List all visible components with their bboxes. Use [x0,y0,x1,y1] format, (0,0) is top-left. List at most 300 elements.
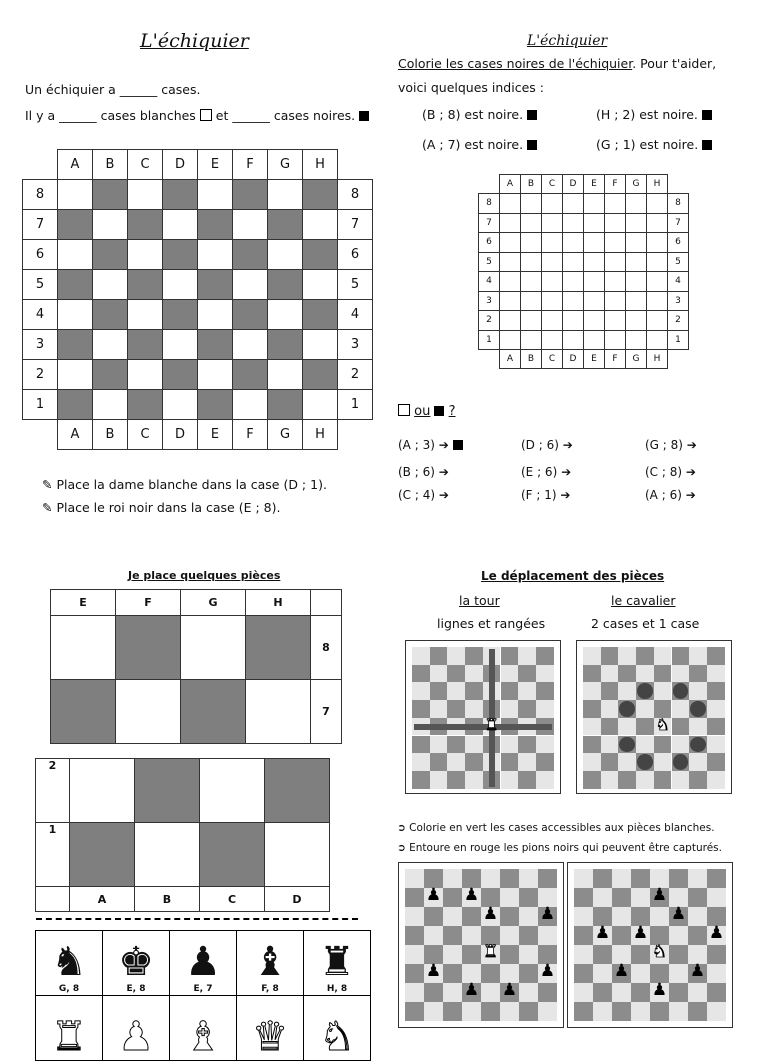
capture-exercise-board-1[interactable] [398,862,564,1028]
main-square-g1[interactable] [268,390,303,420]
mini-square[interactable] [443,1002,462,1021]
mini-square[interactable] [405,945,424,964]
mini-square[interactable] [519,869,538,888]
square-h7[interactable] [246,680,311,744]
coloring-square-b7[interactable] [521,213,542,233]
white-knight-icon: ♞ [319,1014,355,1060]
rank-label-left: 6 [479,233,500,253]
file-label-bottom: H [647,350,668,369]
square-b2[interactable] [135,759,200,823]
mini-square[interactable] [669,983,688,1002]
mini-square [707,771,725,789]
main-square-h6[interactable] [303,240,338,270]
rank-label-right: 1 [668,330,689,350]
main-square-d6[interactable] [163,240,198,270]
mini-square[interactable] [481,1002,500,1021]
coloring-square-f4[interactable] [605,272,626,292]
piece-black-king[interactable] [103,931,170,996]
main-square-g7[interactable] [268,210,303,240]
quiz-e6: (E ; 6) ➔ [521,465,572,479]
mini-square [601,647,619,665]
main-square-g4[interactable] [268,300,303,330]
mini-square[interactable] [631,945,650,964]
coloring-square-a6[interactable] [500,233,521,253]
main-square-g8[interactable] [268,180,303,210]
mini-square[interactable] [500,888,519,907]
knight-target-dot [619,701,635,717]
mini-square[interactable] [519,983,538,1002]
mini-square[interactable] [612,869,631,888]
square-h8[interactable] [246,616,311,680]
coloring-square-h2[interactable] [647,311,668,331]
coloring-square-f6[interactable] [605,233,626,253]
mini-square[interactable] [500,945,519,964]
mini-square[interactable] [669,869,688,888]
mini-square[interactable] [443,945,462,964]
mini-square[interactable] [612,888,631,907]
mini-square[interactable] [519,888,538,907]
main-square-g6[interactable] [268,240,303,270]
mini-square[interactable] [593,945,612,964]
main-square-d8[interactable] [163,180,198,210]
main-square-f2[interactable] [233,360,268,390]
mini-square [447,753,465,771]
rook-move-diagram [405,640,561,794]
main-square-c5[interactable] [128,270,163,300]
coloring-square-g7[interactable] [626,213,647,233]
quiz-c8: (C ; 8) ➔ [645,465,696,479]
main-square-d1[interactable] [163,390,198,420]
mini-square [465,682,483,700]
mini-square[interactable] [500,869,519,888]
mini-square[interactable] [612,1002,631,1021]
mini-square [412,736,430,754]
mini-square[interactable] [574,945,593,964]
piece-white-bishop[interactable] [170,996,237,1061]
intro-line [398,56,716,71]
square-g8[interactable] [181,616,246,680]
main-square-c2[interactable] [128,360,163,390]
main-square-h1[interactable] [303,390,338,420]
quiz-d6: (D ; 6) ➔ [521,438,573,452]
mini-square [672,736,690,754]
mini-square[interactable] [707,964,726,983]
main-square-h4[interactable] [303,300,338,330]
main-square-b3[interactable] [93,330,128,360]
file-label-top: E [584,175,605,194]
coloring-square-h3[interactable] [647,291,668,311]
main-square-c7[interactable] [128,210,163,240]
main-square-b4[interactable] [93,300,128,330]
coloring-square-g6[interactable] [626,233,647,253]
hint-g1-text: (G ; 1) est noire. [596,137,699,152]
black-square-icon [702,110,712,120]
main-square-a6[interactable] [58,240,93,270]
mini-square[interactable] [519,1002,538,1021]
piece-black-knight[interactable] [36,931,103,996]
square-a1[interactable] [70,823,135,887]
black-square-icon [359,111,369,121]
coloring-square-g2[interactable] [626,311,647,331]
hint-g1 [596,137,712,152]
square-c1[interactable] [200,823,265,887]
mini-square[interactable] [519,945,538,964]
mini-square [689,771,707,789]
mini-square[interactable] [593,888,612,907]
main-square-c6[interactable] [128,240,163,270]
coloring-square-a2[interactable] [500,311,521,331]
coloring-square-e5[interactable] [584,252,605,272]
mini-square[interactable] [574,907,593,926]
coloring-square-b3[interactable] [521,291,542,311]
mini-square [672,700,690,718]
mini-square[interactable] [707,869,726,888]
mini-square[interactable] [538,1002,557,1021]
main-square-f5[interactable] [233,270,268,300]
main-square-d2[interactable] [163,360,198,390]
piece-black-rook[interactable] [304,931,371,996]
mini-square[interactable] [405,888,424,907]
mini-square[interactable] [481,983,500,1002]
coloring-square-h5[interactable] [647,252,668,272]
coloring-square-h8[interactable] [647,194,668,214]
main-square-c8[interactable] [128,180,163,210]
mini-square[interactable] [500,926,519,945]
mini-square[interactable] [574,888,593,907]
coloring-square-e1[interactable] [584,330,605,350]
main-square-a2[interactable] [58,360,93,390]
mini-square[interactable] [631,964,650,983]
coloring-square-e3[interactable] [584,291,605,311]
mini-square[interactable] [500,907,519,926]
main-square-f3[interactable] [233,330,268,360]
mini-square[interactable] [424,1002,443,1021]
mini-square[interactable] [405,907,424,926]
piece-black-pawn[interactable] [170,931,237,996]
main-square-c4[interactable] [128,300,163,330]
mini-square[interactable] [688,983,707,1002]
mini-square[interactable] [443,983,462,1002]
coloring-square-a5[interactable] [500,252,521,272]
mini-square[interactable] [481,964,500,983]
mini-square[interactable] [669,945,688,964]
coloring-square-b4[interactable] [521,272,542,292]
place-pieces-title: Je place quelques pièces [128,569,281,582]
mini-square[interactable] [405,964,424,983]
mini-square[interactable] [707,1002,726,1021]
coloring-square-b5[interactable] [521,252,542,272]
mini-square [447,665,465,683]
mini-square[interactable] [669,1002,688,1021]
mini-square[interactable] [519,964,538,983]
mini-square [412,682,430,700]
mini-square[interactable] [631,1002,650,1021]
square-e7[interactable] [51,680,116,744]
main-square-e4[interactable] [198,300,233,330]
main-square-c1[interactable] [128,390,163,420]
coloring-square-f7[interactable] [605,213,626,233]
square-b1[interactable] [135,823,200,887]
main-square-h5[interactable] [303,270,338,300]
rank-label-left: 2 [479,311,500,331]
coloring-square-e2[interactable] [584,311,605,331]
mini-square [707,753,725,771]
coloring-square-d7[interactable] [563,213,584,233]
main-square-a4[interactable] [58,300,93,330]
white-square-icon [200,109,212,121]
mini-square[interactable] [443,869,462,888]
coloring-square-b1[interactable] [521,330,542,350]
main-square-e6[interactable] [198,240,233,270]
main-square-d5[interactable] [163,270,198,300]
main-square-d4[interactable] [163,300,198,330]
coloring-square-h1[interactable] [647,330,668,350]
main-square-f4[interactable] [233,300,268,330]
coloring-square-c5[interactable] [542,252,563,272]
main-square-f8[interactable] [233,180,268,210]
main-square-h8[interactable] [303,180,338,210]
mini-square[interactable] [707,983,726,1002]
main-square-f1[interactable] [233,390,268,420]
coloring-square-h6[interactable] [647,233,668,253]
coloring-square-c6[interactable] [542,233,563,253]
mini-square[interactable] [538,983,557,1002]
main-square-b7[interactable] [93,210,128,240]
black-square-icon [527,110,537,120]
coloring-square-a3[interactable] [500,291,521,311]
mini-square[interactable] [405,983,424,1002]
coloring-square-e8[interactable] [584,194,605,214]
file-label-top: D [163,150,198,180]
mini-square[interactable] [650,907,669,926]
mini-square[interactable] [612,907,631,926]
main-square-f6[interactable] [233,240,268,270]
mini-square[interactable] [574,1002,593,1021]
mini-square[interactable] [500,1002,519,1021]
main-square-b2[interactable] [93,360,128,390]
mini-square[interactable] [443,907,462,926]
mini-square[interactable] [538,926,557,945]
mini-square[interactable] [424,926,443,945]
coloring-square-d2[interactable] [563,311,584,331]
coloring-square-g8[interactable] [626,194,647,214]
mini-square[interactable] [405,926,424,945]
main-square-e1[interactable] [198,390,233,420]
coloring-square-e6[interactable] [584,233,605,253]
mini-square[interactable] [593,983,612,1002]
mini-square[interactable] [462,1002,481,1021]
mini-square[interactable] [519,907,538,926]
black-square-icon [527,140,537,150]
coloring-square-e4[interactable] [584,272,605,292]
mini-square[interactable] [593,1002,612,1021]
mini-square [536,771,554,789]
piece-white-rook[interactable] [36,996,103,1061]
coloring-square-f5[interactable] [605,252,626,272]
black-square-icon [434,406,444,416]
mini-square[interactable] [669,926,688,945]
coloring-square-d1[interactable] [563,330,584,350]
coloring-board[interactable] [478,174,689,369]
mini-square[interactable] [612,926,631,945]
mini-square[interactable] [688,1002,707,1021]
coloring-square-d5[interactable] [563,252,584,272]
mini-square[interactable] [593,964,612,983]
main-square-c3[interactable] [128,330,163,360]
piece-black-bishop[interactable] [237,931,304,996]
mini-square[interactable] [462,926,481,945]
square-d2[interactable] [265,759,330,823]
square-g7[interactable] [181,680,246,744]
mini-square[interactable] [462,945,481,964]
mini-square [707,736,725,754]
coloring-square-a1[interactable] [500,330,521,350]
main-square-g5[interactable] [268,270,303,300]
mini-square[interactable] [631,983,650,1002]
mini-square[interactable] [538,869,557,888]
coloring-square-e7[interactable] [584,213,605,233]
mini-square[interactable] [593,869,612,888]
coloring-square-c2[interactable] [542,311,563,331]
file-label-top: G [626,175,647,194]
file-label: B [135,887,200,912]
mini-square [618,665,636,683]
square-d1[interactable] [265,823,330,887]
mini-square[interactable] [443,888,462,907]
mini-square[interactable] [405,1002,424,1021]
rank-label-right: 8 [338,180,373,210]
mini-square[interactable] [574,964,593,983]
mini-square [465,736,483,754]
mini-square[interactable] [688,926,707,945]
mini-square [601,771,619,789]
main-square-d7[interactable] [163,210,198,240]
mini-square[interactable] [519,926,538,945]
coloring-square-f3[interactable] [605,291,626,311]
coloring-square-d4[interactable] [563,272,584,292]
mini-square [636,647,654,665]
rank-label-left: 4 [479,272,500,292]
mini-square[interactable] [462,907,481,926]
coloring-square-b6[interactable] [521,233,542,253]
mini-square[interactable] [688,907,707,926]
mini-square[interactable] [424,907,443,926]
main-square-e3[interactable] [198,330,233,360]
main-square-b8[interactable] [93,180,128,210]
main-square-e5[interactable] [198,270,233,300]
piece-white-pawn[interactable] [103,996,170,1061]
mini-square [689,682,707,700]
knight-target-dot [690,701,706,717]
capture-exercise-board-2[interactable] [567,862,733,1028]
mini-square[interactable] [481,869,500,888]
coloring-square-d8[interactable] [563,194,584,214]
main-square-e2[interactable] [198,360,233,390]
mini-square[interactable] [707,945,726,964]
mini-square[interactable] [443,926,462,945]
main-square-h2[interactable] [303,360,338,390]
mini-square[interactable] [669,964,688,983]
mini-square[interactable] [707,888,726,907]
main-square-g3[interactable] [268,330,303,360]
rank-label-right: 2 [668,311,689,331]
square-f8[interactable] [116,616,181,680]
coloring-square-d3[interactable] [563,291,584,311]
coloring-square-g1[interactable] [626,330,647,350]
file-label: C [200,887,265,912]
mini-square[interactable] [612,983,631,1002]
mini-square[interactable] [574,869,593,888]
main-square-a8[interactable] [58,180,93,210]
coloring-square-d6[interactable] [563,233,584,253]
main-square-a1[interactable] [58,390,93,420]
coloring-square-a4[interactable] [500,272,521,292]
mini-square[interactable] [424,983,443,1002]
coloring-square-g4[interactable] [626,272,647,292]
coloring-square-g5[interactable] [626,252,647,272]
mini-square[interactable] [631,869,650,888]
coloring-square-g3[interactable] [626,291,647,311]
main-square-e7[interactable] [198,210,233,240]
piece-white-knight[interactable] [304,996,371,1061]
mini-square[interactable] [443,964,462,983]
main-square-b6[interactable] [93,240,128,270]
coloring-square-c3[interactable] [542,291,563,311]
main-square-g2[interactable] [268,360,303,390]
main-square-a5[interactable] [58,270,93,300]
mini-square[interactable] [688,869,707,888]
main-square-a7[interactable] [58,210,93,240]
mini-square[interactable] [688,888,707,907]
main-square-d3[interactable] [163,330,198,360]
black-pawn-icon: ♟ [613,961,630,981]
black-pawn-icon: ♟ [501,980,518,1000]
main-square-a3[interactable] [58,330,93,360]
white-knight-icon: ♞ [655,714,670,734]
coloring-square-f1[interactable] [605,330,626,350]
main-square-h3[interactable] [303,330,338,360]
coloring-square-c8[interactable] [542,194,563,214]
coloring-square-h7[interactable] [647,213,668,233]
main-square-e8[interactable] [198,180,233,210]
main-square-b1[interactable] [93,390,128,420]
mini-square[interactable] [631,888,650,907]
coloring-square-f8[interactable] [605,194,626,214]
coloring-square-f2[interactable] [605,311,626,331]
mini-square[interactable] [405,869,424,888]
mini-square[interactable] [574,926,593,945]
square-a2[interactable] [70,759,135,823]
main-square-b5[interactable] [93,270,128,300]
square-f7[interactable] [116,680,181,744]
coloring-square-a7[interactable] [500,213,521,233]
coloring-square-b2[interactable] [521,311,542,331]
piece-white-queen[interactable] [237,996,304,1061]
coloring-square-h4[interactable] [647,272,668,292]
square-c2[interactable] [200,759,265,823]
main-square-h7[interactable] [303,210,338,240]
coloring-square-c1[interactable] [542,330,563,350]
coloring-square-c4[interactable] [542,272,563,292]
mini-square[interactable] [574,983,593,1002]
coloring-square-b8[interactable] [521,194,542,214]
mini-square[interactable] [650,1002,669,1021]
main-square-f7[interactable] [233,210,268,240]
square-e8[interactable] [51,616,116,680]
coloring-square-c7[interactable] [542,213,563,233]
coloring-square-a8[interactable] [500,194,521,214]
mini-square [501,682,519,700]
